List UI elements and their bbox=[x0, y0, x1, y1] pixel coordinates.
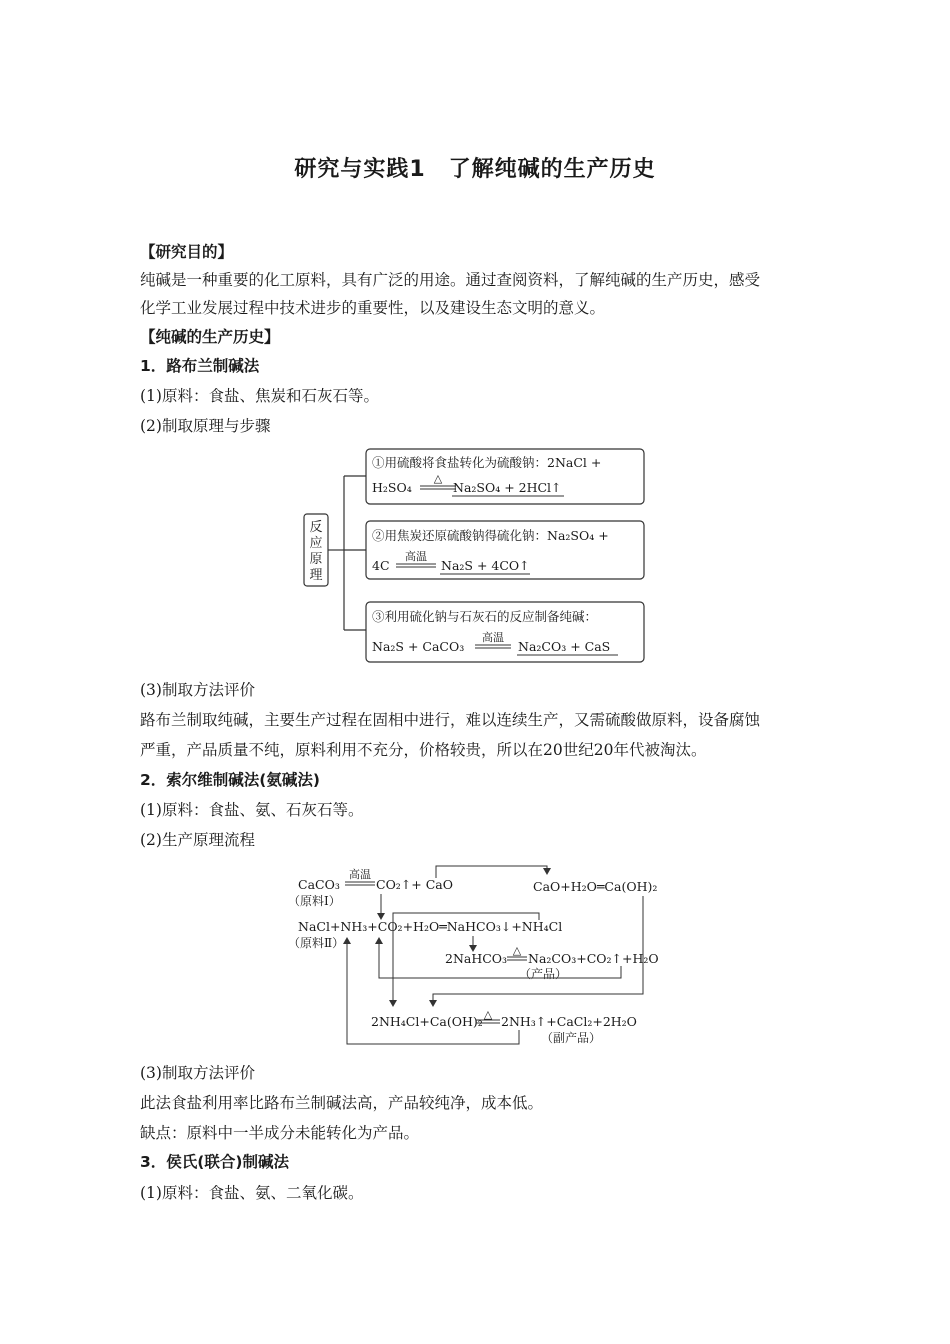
paragraph-line: (2)生产原理流程 bbox=[140, 831, 255, 849]
carbonation-reaction: NaCl+NH₃+CO₂+H₂O═NaHCO₃↓+NH₄Cl bbox=[298, 919, 563, 934]
page-title: 研究与实践1 了解纯碱的生产历史 bbox=[294, 157, 656, 182]
step1-right: Na₂SO₄ + 2HCl↑ bbox=[453, 480, 562, 495]
r3-condition: △ bbox=[512, 944, 522, 957]
paragraph-line: 严重，产品质量不纯，原料利用不充分，价格较贵，所以在20世纪20年代被淘汰。 bbox=[140, 741, 707, 759]
r4-right: 2NH₃↑+CaCl₂+2H₂O bbox=[501, 1014, 637, 1029]
section-heading-history: 【纯碱的生产历史】 bbox=[140, 328, 280, 346]
step2-description: ②用焦炭还原硫酸钠得硫化钠：Na₂SO₄ + bbox=[372, 528, 609, 543]
root-label-char: 反 bbox=[309, 520, 323, 535]
byproduct-label: （副产品） bbox=[541, 1031, 602, 1045]
paragraph-line: (1)原料：食盐、焦炭和石灰石等。 bbox=[140, 387, 379, 405]
root-label-char: 原 bbox=[309, 552, 323, 567]
r1-right: CO₂↑+ CaO bbox=[376, 877, 454, 892]
r4-condition: △ bbox=[483, 1008, 493, 1021]
r1-condition: 高温 bbox=[349, 868, 371, 881]
step1-description: ①用硫酸将食盐转化为硫酸钠：2NaCl + bbox=[372, 455, 602, 470]
step3-left: Na₂S + CaCO₃ bbox=[372, 639, 465, 654]
subsection-heading-solvay: 2．索尔维制碱法(氨碱法) bbox=[140, 771, 320, 789]
raw-material-1-label: （原料Ⅰ） bbox=[288, 894, 341, 908]
paragraph-line: (2)制取原理与步骤 bbox=[140, 417, 271, 435]
step3-description: ③利用硫化钠与石灰石的反应制备纯碱： bbox=[372, 609, 598, 624]
paragraph-line: (1)原料：食盐、氨、石灰石等。 bbox=[140, 801, 364, 819]
r1-left: CaCO₃ bbox=[298, 877, 340, 892]
section-heading-purpose: 【研究目的】 bbox=[140, 243, 234, 261]
step1-condition: △ bbox=[433, 472, 443, 485]
root-label-char: 应 bbox=[309, 536, 323, 551]
paragraph-line: 纯碱是一种重要的化工原料，具有广泛的用途。通过查阅资料，了解纯碱的生产历史，感受 bbox=[140, 271, 761, 289]
paragraph-line: (3)制取方法评价 bbox=[140, 681, 255, 699]
step2-right: Na₂S + 4CO↑ bbox=[441, 558, 530, 573]
product-label: （产品） bbox=[519, 967, 568, 981]
step2-condition: 高温 bbox=[405, 550, 427, 563]
paragraph-line: (1)原料：食盐、氨、二氧化碳。 bbox=[140, 1184, 364, 1202]
paragraph-line: 路布兰制取纯碱，主要生产过程在固相中进行，难以连续生产，又需硫酸做原料，设备腐蚀 bbox=[140, 711, 761, 729]
paragraph-line: 化学工业发展过程中技术进步的重要性，以及建设生态文明的意义。 bbox=[140, 299, 606, 317]
raw-material-2-label: （原料Ⅱ） bbox=[288, 936, 345, 950]
paragraph-line: (3)制取方法评价 bbox=[140, 1064, 255, 1082]
paragraph-line: 缺点：原料中一半成分未能转化为产品。 bbox=[140, 1124, 420, 1142]
subsection-heading-hou: 3．侯氏(联合)制碱法 bbox=[140, 1153, 289, 1171]
step2-left: 4C bbox=[372, 558, 390, 573]
step1-left: H₂SO₄ bbox=[372, 480, 412, 495]
paragraph-line: 此法食盐利用率比路布兰制碱法高，产品较纯净，成本低。 bbox=[140, 1094, 544, 1112]
r4-left: 2NH₄Cl+Ca(OH)₂ bbox=[371, 1014, 483, 1029]
leblanc-reaction-diagram bbox=[298, 444, 650, 666]
step3-condition: 高温 bbox=[482, 631, 504, 644]
solvay-process-flow-diagram bbox=[283, 858, 673, 1054]
root-label-char: 理 bbox=[309, 568, 323, 583]
lime-slaking-reaction: CaO+H₂O═Ca(OH)₂ bbox=[533, 879, 658, 894]
r3-right: Na₂CO₃+CO₂↑+H₂O bbox=[528, 951, 659, 966]
r3-left: 2NaHCO₃ bbox=[445, 951, 508, 966]
step3-right: Na₂CO₃ + CaS bbox=[518, 639, 611, 654]
subsection-heading-leblanc: 1．路布兰制碱法 bbox=[140, 357, 260, 375]
